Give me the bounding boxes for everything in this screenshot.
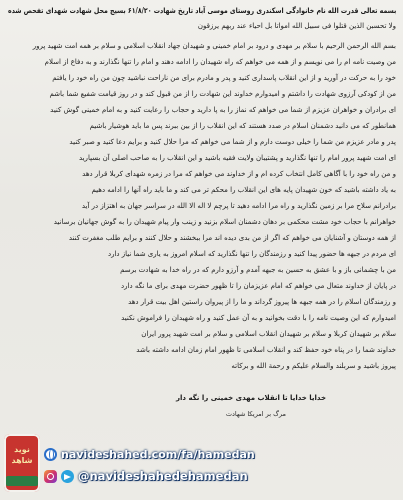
logo-bar	[6, 476, 38, 486]
signature-line: مرگ بر امریکا شهادت	[225, 410, 286, 418]
body-line: پیروز باشید و سربلند والسلام علیکم و رحمة الله و برکاته	[231, 362, 396, 370]
document-header: بسمه تعالی قدرت الله نام خانوادگی اسکندری روستای موسی آباد تاریخ شهادت ۶۱/۸/۲۰ بسیج محل شهادت شهدای تفحص شده	[7, 6, 396, 15]
instagram-icon	[44, 470, 57, 483]
body-line: ای مردم در جبهه ها حضور پیدا کنید و رزمندگان را تنها نگذارید که اسلام امروز به یاری شما نیاز دارد	[107, 250, 396, 258]
logo-text	[6, 444, 38, 466]
body-line: خداوند شما را در پناه خود حفظ کند و انقلاب اسلامی تا ظهور امام زمان ادامه داشته باشد	[136, 346, 396, 354]
body-line: به یاد داشته باشید که خون شهیدان پایه های این انقلاب را محکم تر می کند و ما باید راه آنها را ادامه دهیم	[91, 186, 396, 194]
will-document	[8, 6, 396, 426]
body-line: خواهرانم با حجاب خود مشت محکمی بر دهان دشمنان اسلام بزنید و زینب وار پیام شهیدان را به گوش جهانیان برسانید	[53, 218, 396, 226]
telegram-icon	[61, 470, 74, 483]
body-line: و من راه خود را با آگاهی کامل انتخاب کرده ام و از خداوند می خواهم که مرا در زمره شهدای کربلا قرار دهد	[82, 170, 396, 178]
body-line: سلام بر شهیدان کربلا و سلام بر شهیدان انقلاب اسلامی و سلام بر امت شهید پرور ایران	[141, 330, 396, 338]
body-line: همانطور که می دانید دشمنان اسلام در صدد هستند که این انقلاب را از بین ببرند پس ما باید هوشیار باشیم	[89, 122, 396, 130]
body-line: بسم الله الرحمن الرحیم با سلام بر مهدی و درود بر امام خمینی و شهیدان جهاد انقلاب اسلامی و سلام بر همه امت شهید پرور	[32, 42, 396, 50]
body-line: من با چشمانی باز و با عشق به حسین به جبهه آمدم و آرزو دارم که در راه خدا به شهادت برسم	[120, 266, 396, 274]
body-line: من از کودکی آرزوی شهادت را داشتم و امیدوارم خداوند این شهادت را از من قبول کند و در روز قیامت شفیع شما باشم	[49, 90, 396, 98]
body-line: برادرانم سلاح مرا بر زمین نگذارید و راه مرا ادامه دهید تا پرچم لا اله الا الله در سراسر جهان به اهتزاز در آید	[81, 202, 396, 210]
body-line: امیدوارم که این وصیت نامه را با دقت بخوانید و به آن عمل کنید و راه شهیدان را فراموش نکنید	[121, 314, 396, 322]
website-row	[44, 446, 255, 462]
body-line: از همه دوستان و آشنایان می خواهم که اگر از من بدی دیده اند مرا ببخشند و حلال کنند و برایم طلب مغفرت کنند	[68, 234, 396, 242]
body-line: ای امت شهید پرور امام را تنها نگذارید و پشتیبان ولایت فقیه باشید و این انقلاب را به صاحب اصلی آن بسپارید	[78, 154, 396, 162]
social-handle[interactable]: @navideshahedehamedan	[78, 469, 248, 483]
body-line: پدر و مادر عزیزم من شما را خیلی دوست دارم و از شما می خواهم که مرا حلال کنید و برایم دعا کنید و صبر کنید	[69, 138, 396, 146]
globe-icon	[44, 448, 57, 461]
quran-verse: ولا تحسبن الذین قتلوا فی سبیل الله امواتا بل احیاء عند ربهم یرزقون	[197, 22, 396, 30]
logo-line: شاهد	[11, 456, 33, 465]
body-line: ای برادران و خواهران عزیزم از شما می خواهم که نماز را به پا دارید و حجاب را رعایت کنید و به امام خمینی گوش کنید	[50, 106, 396, 114]
social-row	[44, 468, 248, 484]
body-line: در پایان از خداوند متعال می خواهم که امام عزیزمان را تا ظهور حضرت مهدی برای ما نگه دارد	[121, 282, 396, 290]
body-line: من وصیت نامه ام را می نویسم و از همه می خواهم که راه شهیدان را ادامه دهند و امام را تنها نگذارند و به دفاع از اسلام	[44, 58, 396, 66]
site-watermark	[4, 416, 255, 496]
body-line: و رزمندگان اسلام را در همه جبهه ها پیروز گرداند و ما را از پیروان راستین اهل بیت قرار دهد	[128, 298, 396, 306]
navideshahed-logo	[4, 434, 40, 492]
closing-prayer: خدایا خدایا تا انقلاب مهدی خمینی را نگه دار	[175, 394, 326, 402]
body-line: خود را به حرکت در آورید و از این انقلاب پاسداری کنید و پدر و مادرم برای من ناراحت نباشید چون من راه خود را یافتم	[52, 74, 396, 82]
website-link[interactable]: navideshahed.com/fa/hamedan	[61, 447, 255, 461]
logo-line: نوید	[14, 445, 30, 454]
